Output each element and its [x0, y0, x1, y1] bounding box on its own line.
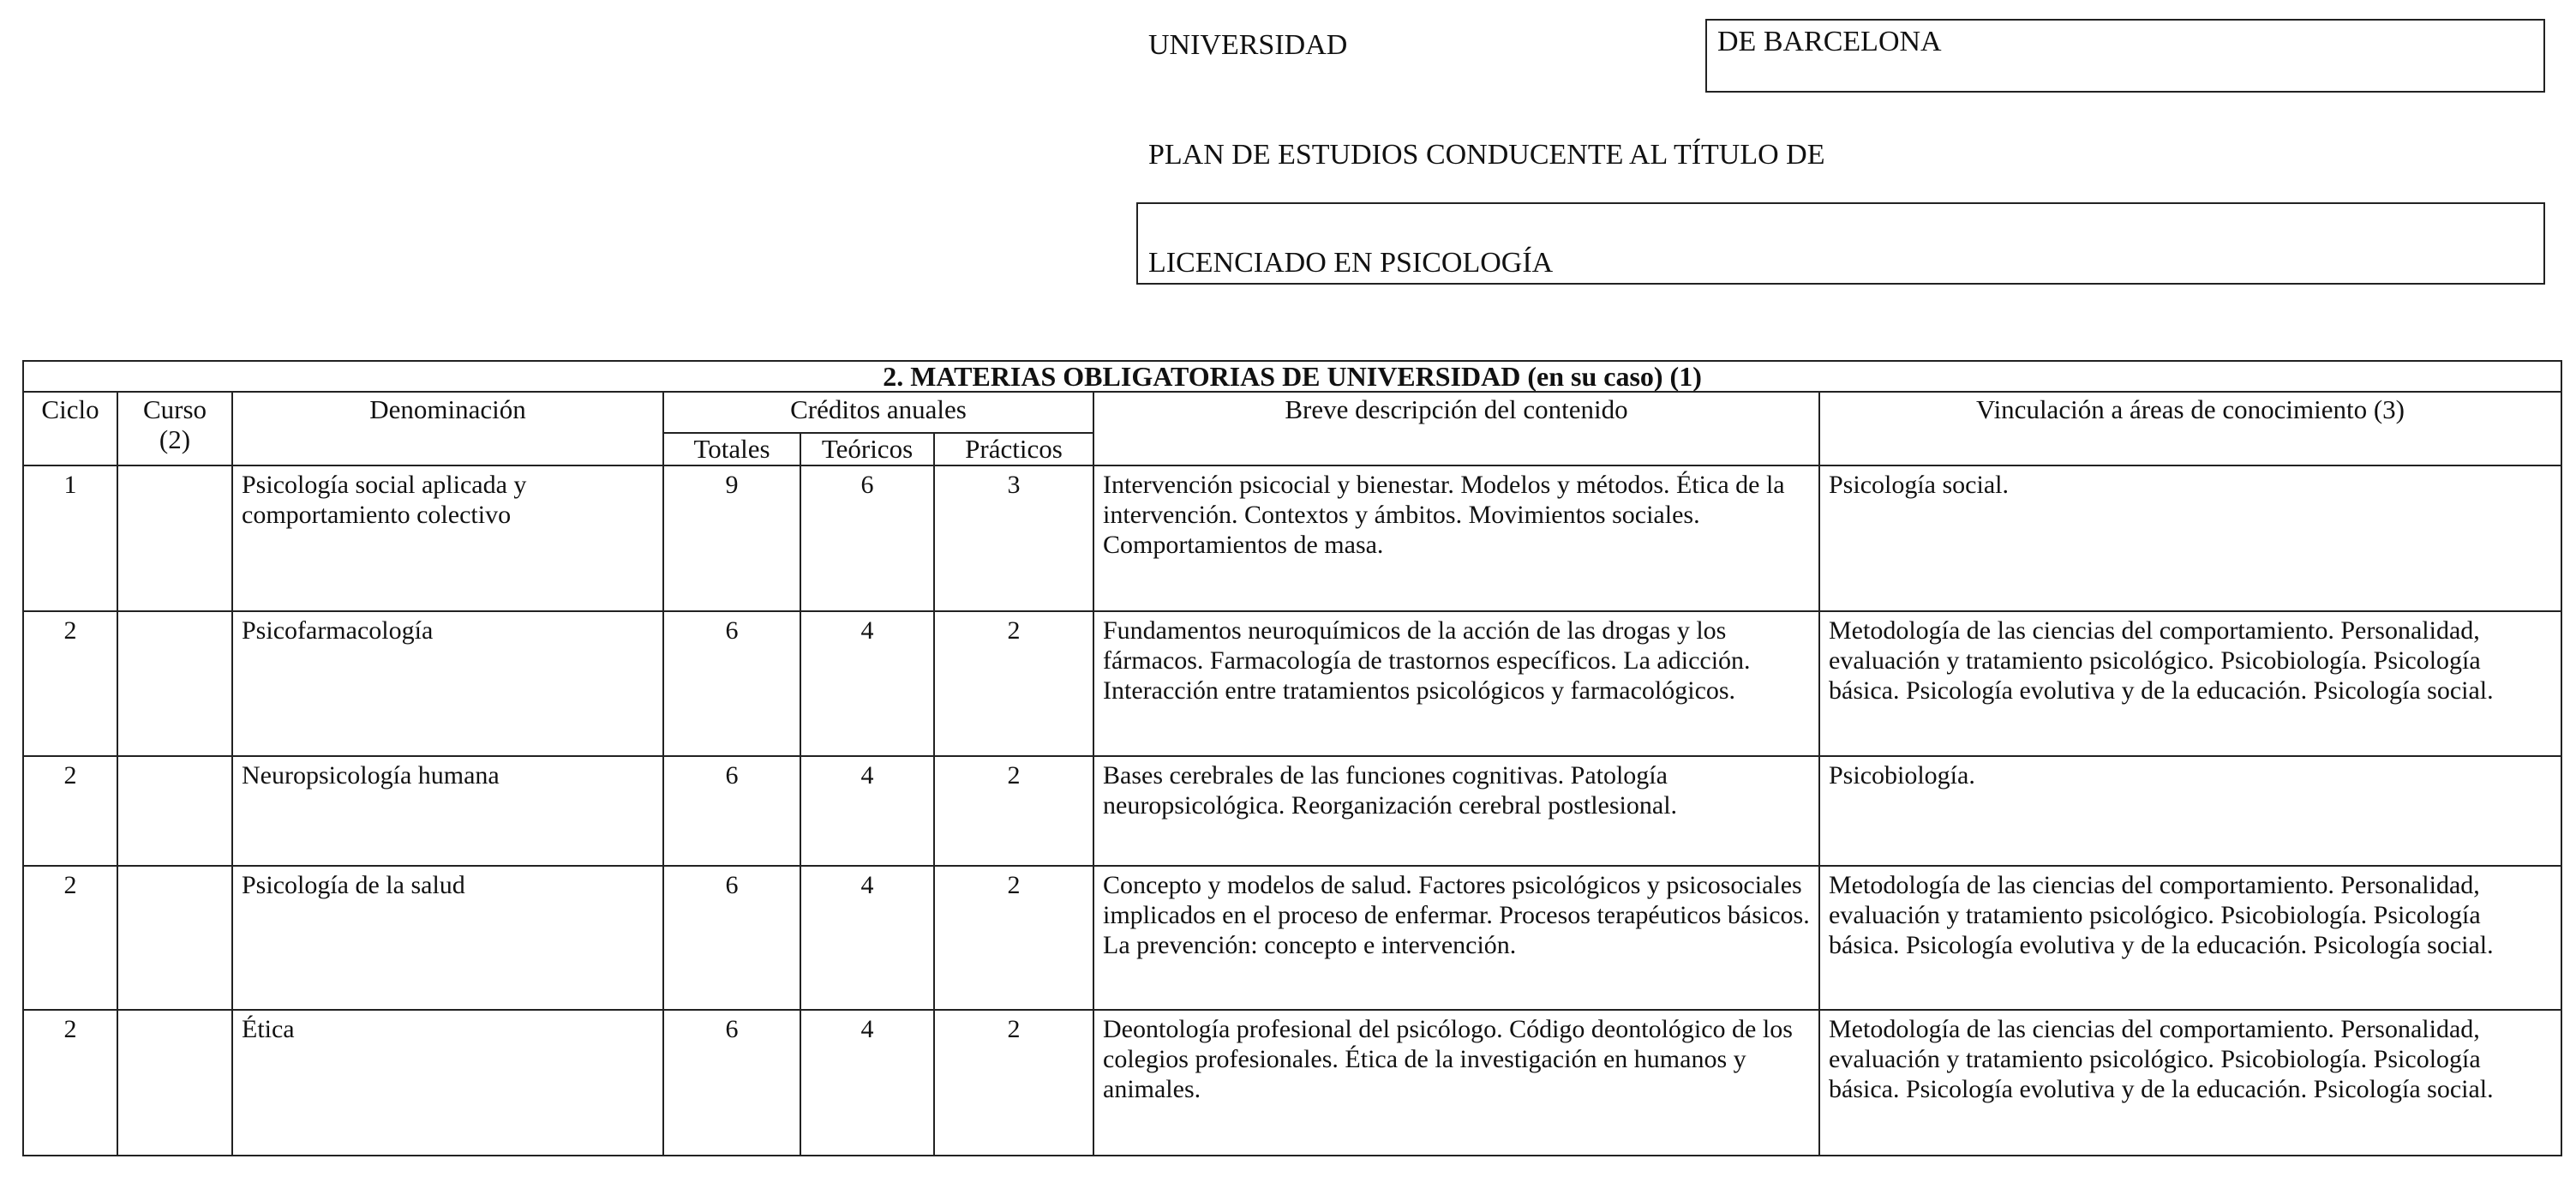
- cell-curso: [117, 465, 232, 611]
- cell-practicos-text: 2: [1007, 616, 1021, 645]
- cell-vinculacion-text: Metodología de las ciencias del comportamiento. Personalidad, evaluación y tratamiento psicológico. Psicobiología. Psicología básica. Psicología evolutiva y de la educación. Psicología social.: [1829, 616, 2494, 705]
- cell-ciclo: [23, 465, 117, 611]
- cell-practicos: [934, 866, 1093, 1010]
- cell-practicos: [934, 611, 1093, 756]
- cell-vinculacion-text: Psicobiología.: [1829, 761, 1975, 790]
- cell-practicos-text: 2: [1007, 1015, 1021, 1043]
- header-practicos: Prácticos: [934, 433, 1093, 465]
- cell-vinculacion-text: Metodología de las ciencias del comportamiento. Personalidad, evaluación y tratamiento psicológico. Psicobiología. Psicología básica. Psicología evolutiva y de la educación. Psicología social.: [1829, 871, 2494, 959]
- cell-descripcion-text: Fundamentos neuroquímicos de la acción de las drogas y los fármacos. Farmacología de trastornos específicos. La adicción. Interacción entre tratamientos psicológicos y farmacológicos.: [1103, 616, 1751, 705]
- cell-descripcion-text: Concepto y modelos de salud. Factores psicológicos y psicosociales implicados en el proceso de enfermar. Procesos terapéuticos básicos. La prevención: concepto e intervención.: [1103, 871, 1810, 959]
- cell-descripcion: [1093, 1010, 1819, 1156]
- cell-practicos: [934, 465, 1093, 611]
- cell-ciclo: [23, 756, 117, 866]
- cell-teoricos: [800, 465, 934, 611]
- degree-title: LICENCIADO EN PSICOLOGÍA: [1148, 247, 1554, 279]
- cell-descripcion: [1093, 611, 1819, 756]
- cell-totales: [663, 611, 800, 756]
- cell-teoricos: [800, 756, 934, 866]
- cell-descripcion-text: Intervención psicocial y bienestar. Modelos y métodos. Ética de la intervención. Contextos y ámbitos. Movimientos sociales. Comportamientos de masa.: [1103, 471, 1785, 559]
- cell-totales-text: 6: [725, 761, 739, 790]
- cell-teoricos: [800, 866, 934, 1010]
- cell-practicos-text: 2: [1007, 761, 1021, 790]
- cell-curso: [117, 1010, 232, 1156]
- plan-label: PLAN DE ESTUDIOS CONDUCENTE AL TÍTULO DE: [1148, 139, 1825, 171]
- cell-vinculacion: [1819, 465, 2561, 611]
- cell-vinculacion-text: Psicología social.: [1829, 471, 2009, 499]
- cell-ciclo-text: 2: [63, 871, 77, 899]
- cell-denominacion: [232, 611, 663, 756]
- cell-ciclo: [23, 1010, 117, 1156]
- header-totales: Totales: [663, 433, 800, 465]
- cell-descripcion: [1093, 866, 1819, 1010]
- cell-teoricos-text: 6: [860, 471, 874, 499]
- header-denominacion: Denominación: [232, 392, 663, 465]
- cell-denominacion-text: Psicología social aplicada y comportamiento colectivo: [242, 471, 527, 529]
- cell-descripcion-text: Bases cerebrales de las funciones cognitivas. Patología neuropsicológica. Reorganización cerebral postlesional.: [1103, 761, 1678, 820]
- university-name: DE BARCELONA: [1717, 26, 1942, 57]
- cell-teoricos-text: 4: [860, 761, 874, 790]
- table-title: 2. MATERIAS OBLIGATORIAS DE UNIVERSIDAD (en su caso) (1): [23, 361, 2561, 392]
- cell-vinculacion: [1819, 1010, 2561, 1156]
- cell-totales: [663, 465, 800, 611]
- header-curso-label: Curso: [142, 394, 207, 424]
- cell-descripcion: [1093, 756, 1819, 866]
- cell-denominacion-text: Neuropsicología humana: [242, 761, 500, 790]
- cell-denominacion: [232, 465, 663, 611]
- header-ciclo: Ciclo: [23, 392, 117, 465]
- cell-denominacion: [232, 756, 663, 866]
- cell-ciclo-text: 2: [63, 1015, 77, 1043]
- cell-teoricos-text: 4: [860, 871, 874, 899]
- cell-descripcion-text: Deontología profesional del psicólogo. Código deontológico de los colegios profesionales. Ética de la investigación en humanos y animales.: [1103, 1015, 1793, 1103]
- cell-totales: [663, 1010, 800, 1156]
- cell-ciclo: [23, 611, 117, 756]
- cell-ciclo-text: 2: [63, 761, 77, 790]
- cell-vinculacion: [1819, 866, 2561, 1010]
- cell-ciclo: [23, 866, 117, 1010]
- cell-curso: [117, 756, 232, 866]
- cell-denominacion-text: Psicología de la salud: [242, 871, 465, 899]
- cell-ciclo-text: 1: [63, 471, 77, 499]
- cell-descripcion: [1093, 465, 1819, 611]
- header-vinculacion: Vinculación a áreas de conocimiento (3): [1819, 392, 2561, 465]
- cell-totales: [663, 756, 800, 866]
- cell-denominacion-text: Ética: [242, 1015, 295, 1043]
- cell-curso: [117, 611, 232, 756]
- cell-totales: [663, 866, 800, 1010]
- university-label: UNIVERSIDAD: [1148, 29, 1348, 61]
- materias-obligatorias-table: [22, 360, 2562, 1156]
- table-header-row: [23, 392, 2561, 433]
- cell-totales-text: 6: [725, 871, 739, 899]
- table-row: [23, 1010, 2561, 1156]
- cell-denominacion: [232, 1010, 663, 1156]
- cell-practicos-text: 3: [1007, 471, 1021, 499]
- table-row: [23, 465, 2561, 611]
- cell-curso: [117, 866, 232, 1010]
- cell-totales-text: 9: [725, 471, 739, 499]
- cell-teoricos-text: 4: [860, 1015, 874, 1043]
- cell-practicos: [934, 756, 1093, 866]
- cell-vinculacion: [1819, 756, 2561, 866]
- cell-practicos-text: 2: [1007, 871, 1021, 899]
- header-descripcion: Breve descripción del contenido: [1093, 392, 1819, 465]
- table-title-row: [23, 361, 2561, 392]
- cell-denominacion-text: Psicofarmacología: [242, 616, 434, 645]
- header-curso-note: (2): [159, 424, 191, 454]
- cell-totales-text: 6: [725, 1015, 739, 1043]
- cell-practicos: [934, 1010, 1093, 1156]
- cell-teoricos: [800, 611, 934, 756]
- table-row: [23, 866, 2561, 1010]
- cell-denominacion: [232, 866, 663, 1010]
- cell-ciclo-text: 2: [63, 616, 77, 645]
- cell-teoricos: [800, 1010, 934, 1156]
- table-row: [23, 611, 2561, 756]
- header-curso: [117, 392, 232, 465]
- header-creditos: Créditos anuales: [663, 392, 1093, 433]
- cell-vinculacion: [1819, 611, 2561, 756]
- cell-vinculacion-text: Metodología de las ciencias del comportamiento. Personalidad, evaluación y tratamiento psicológico. Psicobiología. Psicología básica. Psicología evolutiva y de la educación. Psicología social.: [1829, 1015, 2494, 1103]
- header-teoricos: Teóricos: [800, 433, 934, 465]
- table-row: [23, 756, 2561, 866]
- cell-totales-text: 6: [725, 616, 739, 645]
- cell-teoricos-text: 4: [860, 616, 874, 645]
